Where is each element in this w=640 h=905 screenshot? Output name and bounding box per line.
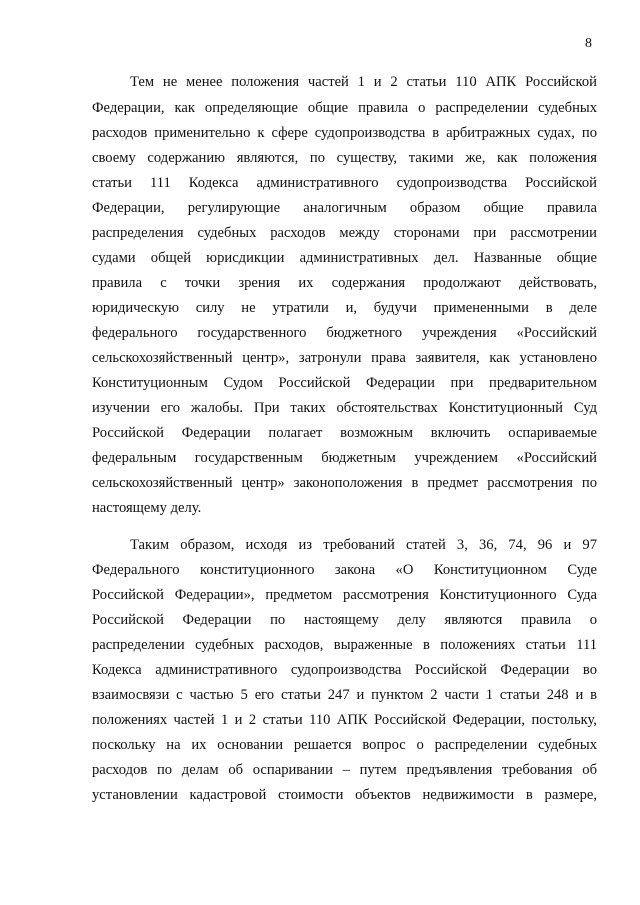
text-line: юридическую силу не утратили и, будучи примененными в деле	[92, 300, 597, 316]
text-line: взаимосвязи с частью 5 его статьи 247 и пунктом 2 части 1 статьи 248 и в	[92, 687, 597, 703]
text-line: сельскохозяйственный центр» законоположения в предмет рассмотрения по	[92, 475, 597, 491]
text-line: Конституционным Судом Российской Федерации при предварительном	[92, 375, 597, 391]
text-line: изучении его жалобы. При таких обстоятельствах Конституционный Суд	[92, 400, 597, 416]
text-line: поскольку на их основании решается вопрос о распределении судебных	[92, 737, 597, 753]
text-line: положениях частей 1 и 2 статьи 110 АПК Российской Федерации, постольку,	[92, 712, 597, 728]
text-line: Тем не менее положения частей 1 и 2 статьи 110 АПК Российской	[130, 74, 597, 90]
text-line: расходов применительно к сфере судопроизводства в арбитражных судах, по	[92, 125, 597, 141]
text-line: федерального государственного бюджетного учреждения «Российский	[92, 325, 597, 341]
text-line: Российской Федерации по настоящему делу являются правила о	[92, 612, 597, 628]
text-line: Федерального конституционного закона «О Конституционном Суде	[92, 562, 597, 578]
text-line: своему содержанию являются, по существу, такими же, как положения	[92, 150, 597, 166]
text-line: судами общей юрисдикции административных дел. Названные общие	[92, 250, 597, 266]
text-line: Федерации, регулирующие аналогичным образом общие правила	[92, 200, 597, 216]
text-line: сельскохозяйственный центр», затронули права заявителя, как установлено	[92, 350, 597, 366]
text-line: Кодекса административного судопроизводства Российской Федерации во	[92, 662, 597, 678]
text-line: Российской Федерации», предметом рассмотрения Конституционного Суда	[92, 587, 597, 603]
page-number: 8	[585, 36, 592, 51]
text-line: Федерации, как определяющие общие правила о распределении судебных	[92, 100, 597, 116]
text-line: распределения судебных расходов между сторонами при рассмотрении	[92, 225, 597, 241]
text-line: настоящему делу.	[92, 500, 202, 516]
text-line: федеральным государственным бюджетным учреждением «Российский	[92, 450, 597, 466]
text-line: расходов по делам об оспаривании – путем предъявления требования об	[92, 762, 597, 778]
text-line: статьи 111 Кодекса административного судопроизводства Российской	[92, 175, 597, 191]
text-line: Таким образом, исходя из требований статей 3, 36, 74, 96 и 97	[130, 537, 597, 553]
text-line: Российской Федерации полагает возможным включить оспариваемые	[92, 425, 597, 441]
text-line: распределении судебных расходов, выраженные в положениях статьи 111	[92, 637, 597, 653]
text-line: правила с точки зрения их содержания продолжают действовать,	[92, 275, 597, 291]
text-line: установлении кадастровой стоимости объектов недвижимости в размере,	[92, 787, 597, 803]
